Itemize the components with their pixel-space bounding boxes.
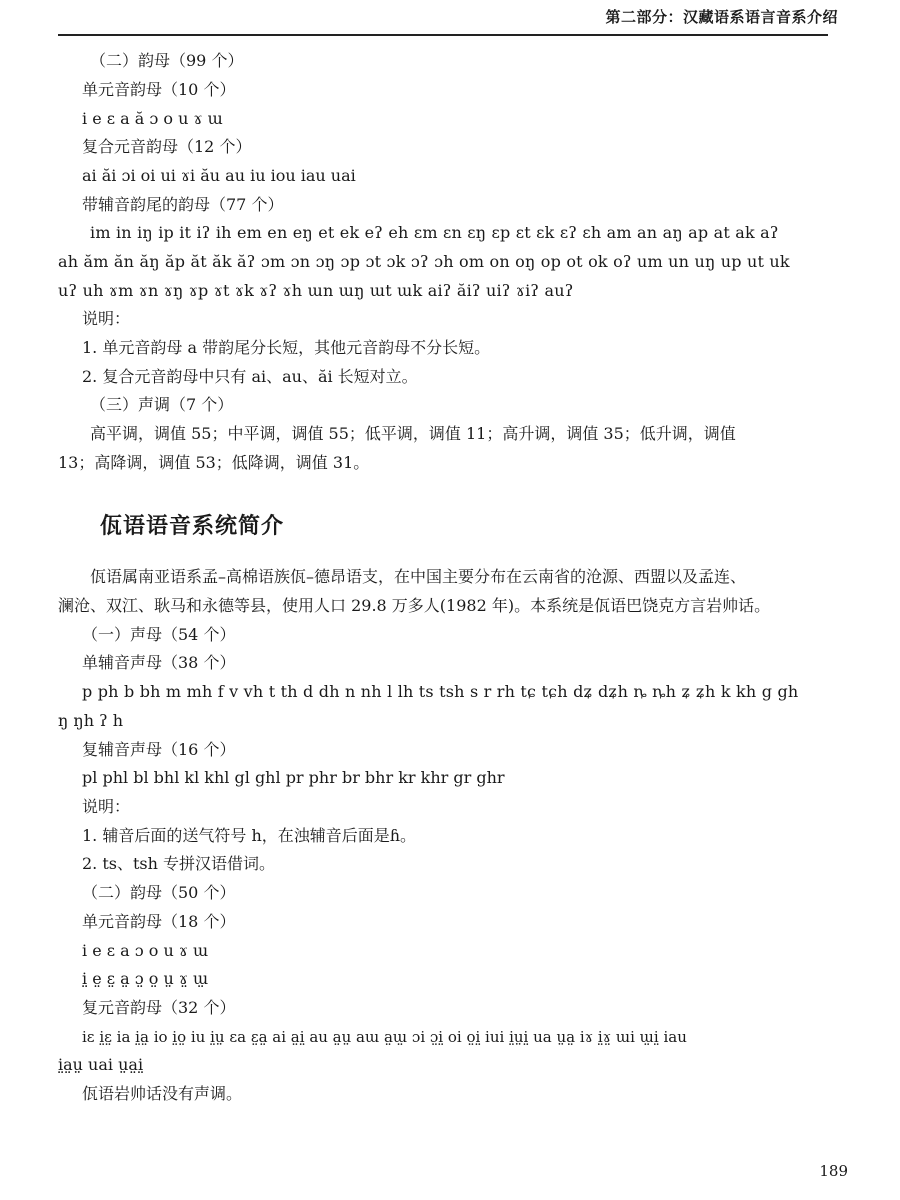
single-consonant-heading: 单辅音声母（38 个） [82, 653, 236, 672]
note-item-2: 2. 复合元音韵母中只有 ai、au、ăi 长短对立。 [82, 367, 418, 386]
single-consonant-list-1: p ph b bh m mh f v vh t th d dh n nh l lh ts tsh s r rh tɕ tɕh dʑ dʑh ȵ ȵh ʑ ʑh k kh g gh [82, 682, 799, 701]
finals-heading-2: （二）韵母（50 个） [82, 883, 236, 902]
tones-heading: （三）声调（7 个） [90, 395, 234, 414]
single-consonant-list-2: ŋ ŋh ʔ h [58, 711, 124, 730]
mono-vowel-heading: 单元音韵母（10 个） [82, 80, 236, 99]
complex-vowel-list-2: i̤a̤ṳ uai ṳa̤i̤ [58, 1055, 144, 1074]
finals-heading: （二）韵母（99 个） [90, 51, 244, 70]
page-number: 189 [819, 1162, 848, 1180]
note-item-4: 2. ts、tsh 专拼汉语借词。 [82, 854, 276, 873]
complex-vowel-heading-2: 复元音韵母（32 个） [82, 998, 236, 1017]
intro-text-1: 佤语属南亚语系孟–高棉语族佤–德昂语支，在中国主要分布在云南省的沧源、西盟以及孟连、 [90, 567, 747, 586]
note-item-3: 1. 辅音后面的送气符号 h，在浊辅音后面是ɦ。 [82, 826, 417, 845]
note-item-1: 1. 单元音韵母 a 带韵尾分长短，其他元音韵母不分长短。 [82, 338, 491, 357]
note-heading: 说明： [82, 309, 131, 328]
tones-text-1: 高平调，调值 55；中平调，调值 55；低平调，调值 11；高升调，调值 35；低升调，调值 [90, 424, 736, 443]
complex-vowel-list-1: iɛ i̤ɛ̤ ia i̤a̤ io i̤o̤ iu i̤ṳ ɛa ɛ̤a̤ ai a̤i̤ au a̤ṳ aɯ a̤ɯ̤ ɔi ɔ̤i̤ oi o̤i̤ iui i̤ṳi̤ ua ṳa̤ iɤ i̤ɤ̤ ɯi ɯ̤i̤ iau [82, 1028, 687, 1046]
mono-vowel-list-plain: i e ɛ a ɔ o u ɤ ɯ [82, 941, 209, 960]
complex-vowel-heading: 复合元音韵母（12 个） [82, 137, 252, 156]
intro-text-2: 澜沧、双江、耿马和永德等县，使用人口 29.8 万多人(1982 年)。本系统是佤语巴饶克方言岩帅话。 [58, 596, 771, 615]
cluster-heading: 复辅音声母（16 个） [82, 740, 236, 759]
tones-text-2: 13；高降调，调值 53；低降调，调值 31。 [58, 453, 370, 472]
initials-heading: （一）声母（54 个） [82, 625, 236, 644]
header-rule [58, 34, 828, 36]
mono-vowel-list-breathy: i̤ e̤ ɛ̤ a̤ ɔ̤ o̤ ṳ ɤ̤ ɯ̤ [82, 969, 209, 988]
nasal-final-list-2: ah ăm ăn ăŋ ăp ăt ăk ăʔ ɔm ɔn ɔŋ ɔp ɔt ɔk ɔʔ ɔh om on oŋ op ot ok oʔ um un uŋ up ut uk [58, 252, 790, 271]
nasal-final-heading: 带辅音韵尾的韵母（77 个） [82, 195, 284, 214]
nasal-final-list-1: im in iŋ ip it iʔ ih em en eŋ et ek eʔ eh ɛm ɛn ɛŋ ɛp ɛt ɛk ɛʔ ɛh am an aŋ ap at ak aʔ [90, 223, 779, 242]
cluster-list: pl phl bl bhl kl khl gl ghl pr phr br bhr kr khr gr ghr [82, 768, 505, 787]
running-header: 第二部分：汉藏语系语言音系介绍 [605, 8, 838, 26]
nasal-final-list-3: uʔ uh ɤm ɤn ɤŋ ɤp ɤt ɤk ɤʔ ɤh ɯn ɯŋ ɯt ɯk aiʔ ăiʔ uiʔ ɤiʔ auʔ [58, 281, 574, 300]
complex-vowel-list: ai ăi ɔi oi ui ɤi ău au iu iou iau uai [82, 166, 356, 185]
note-heading-2: 说明： [82, 797, 131, 816]
mono-vowel-heading-2: 单元音韵母（18 个） [82, 912, 236, 931]
no-tone-statement: 佤语岩帅话没有声调。 [82, 1084, 243, 1103]
section-title: 佤语语音系统简介 [100, 514, 285, 539]
mono-vowel-list: i e ɛ a ă ɔ o u ɤ ɯ [82, 109, 223, 128]
